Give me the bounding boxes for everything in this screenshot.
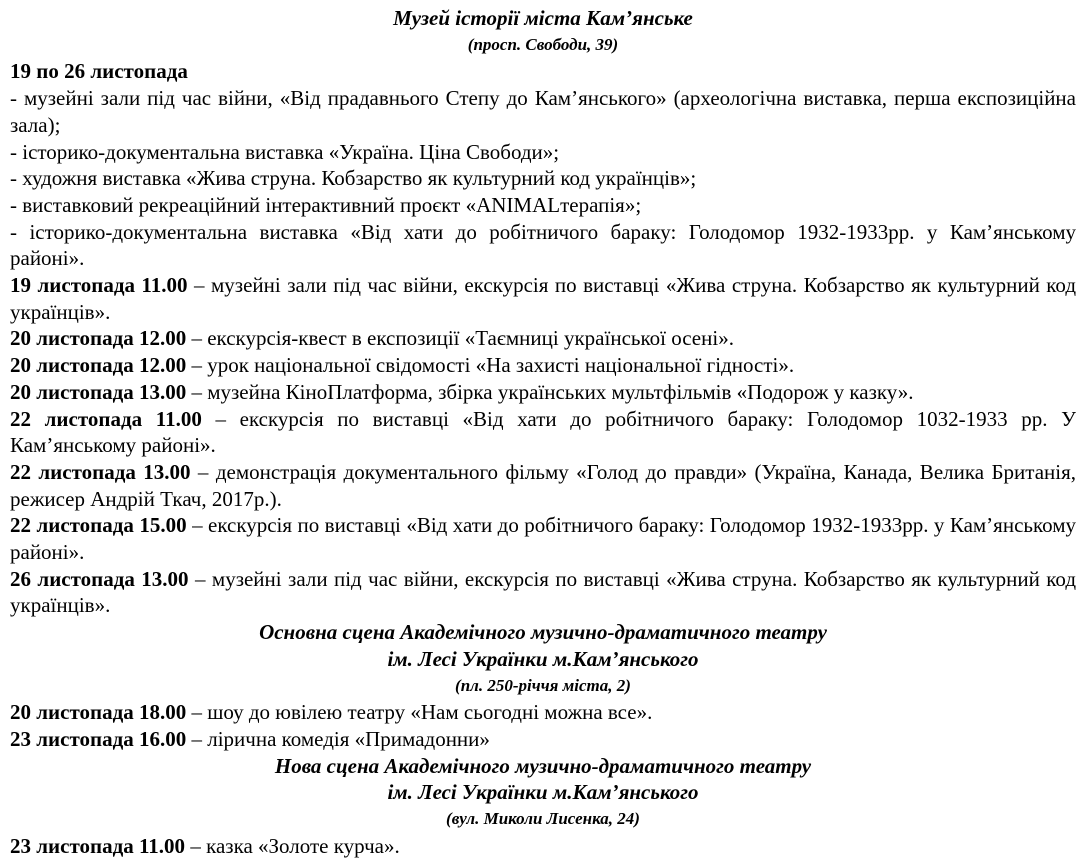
museum-address: (просп. Свободи, 39) [467,34,619,54]
exhibit-item: - виставковий рекреаційний інтерактивний проєкт «ANIMALтерапія»; [10,192,642,217]
exhibit-item: - історико-документальна виставка «Україна. Ціна Свободи»; [10,139,560,164]
theater-main-title-line2: ім. Лесі Українки м.Кам’янського [387,646,699,671]
event-desc: – музейна КіноПлатформа, збірка українських мультфільмів «Подорож у казку». [191,379,914,404]
event-item [10,566,1076,619]
event-date: 19 листопада 11.00 [10,273,188,298]
event-date: 20 листопада 12.00 [10,353,187,378]
exhibit-item: - музейні зали під час війни, «Від прадавнього Степу до Кам’янського» (археологічна виставка, перша експозиційна зала); [10,86,1076,137]
exhibit-item: - історико-документальна виставка «Від хати до робітничого бараку: Голодомор 1932-1933рр. у Кам’янському районі». [10,219,1076,271]
event-date: 23 листопада 16.00 [10,726,187,751]
event-item [10,325,1076,352]
event-desc: – урок національної свідомості «На захисті національної гідності». [191,353,795,378]
theater-new-address: (вул. Миколи Лисенка, 24) [446,809,640,829]
event-date: 26 листопада 13.00 [10,566,189,591]
event-date: 23 листопада 11.00 [10,833,186,858]
event-item [10,406,1076,459]
event-date: 22 листопада 11.00 [10,406,202,431]
event-desc: – музейні зали під час війни, екскурсія по виставці «Жива струна. Кобзарство як культурний код українців». [10,566,1077,618]
museum-period: 19 по 26 листопада [10,59,188,84]
event-item [10,272,1076,325]
event-date: 20 листопада 13.00 [10,379,187,404]
event-item [10,833,1076,860]
event-date: 20 листопада 18.00 [10,700,187,725]
event-desc: – демонстрація документального фільму «Голод до правди» (Україна, Канада, Велика Британія, режисер Андрій Ткач, 2017р.). [10,459,1076,511]
event-desc: – екскурсія по виставці «Від хати до робітничого бараку: Голодомор 1032-1933 рр. У Кам’янському районі». [10,406,1076,458]
event-item [10,352,1076,379]
theater-new-title-line1: Нова сцена Академічного музично-драматичного театру [274,753,812,778]
event-item [10,699,1076,726]
event-desc: – лірична комедія «Примадонни» [191,726,490,751]
event-item [10,459,1076,512]
event-date: 20 листопада 12.00 [10,326,187,351]
theater-main-address: (пл. 250-річчя міста, 2) [455,675,631,695]
theater-main-title-line1: Основна сцена Академічного музично-драматичного театру [259,620,827,645]
event-desc: – шоу до ювілею театру «Нам сьогодні можна все». [191,700,653,725]
event-desc: – екскурсія по виставці «Від хати до робітничого бараку: Голодомор 1932-1933рр. у Кам’янському районі». [10,513,1077,565]
event-desc: – музейні зали під час війни, екскурсія по виставці «Жива струна. Кобзарство як культурний код українців». [10,273,1077,324]
exhibit-item: - художня виставка «Жива струна. Кобзарство як культурний код українців»; [10,166,697,191]
event-desc: – казка «Золоте курча». [190,833,400,858]
event-desc: – екскурсія-квест в експозиції «Таємниці української осені». [191,326,734,351]
event-item [10,379,1076,406]
theater-new-title-line2: ім. Лесі Українки м.Кам’янського [387,780,699,805]
event-item [10,512,1076,565]
museum-title: Музей історії міста Кам’янське [393,6,693,30]
event-item [10,726,1076,753]
event-date: 22 листопада 13.00 [10,459,191,484]
event-date: 22 листопада 15.00 [10,513,187,538]
